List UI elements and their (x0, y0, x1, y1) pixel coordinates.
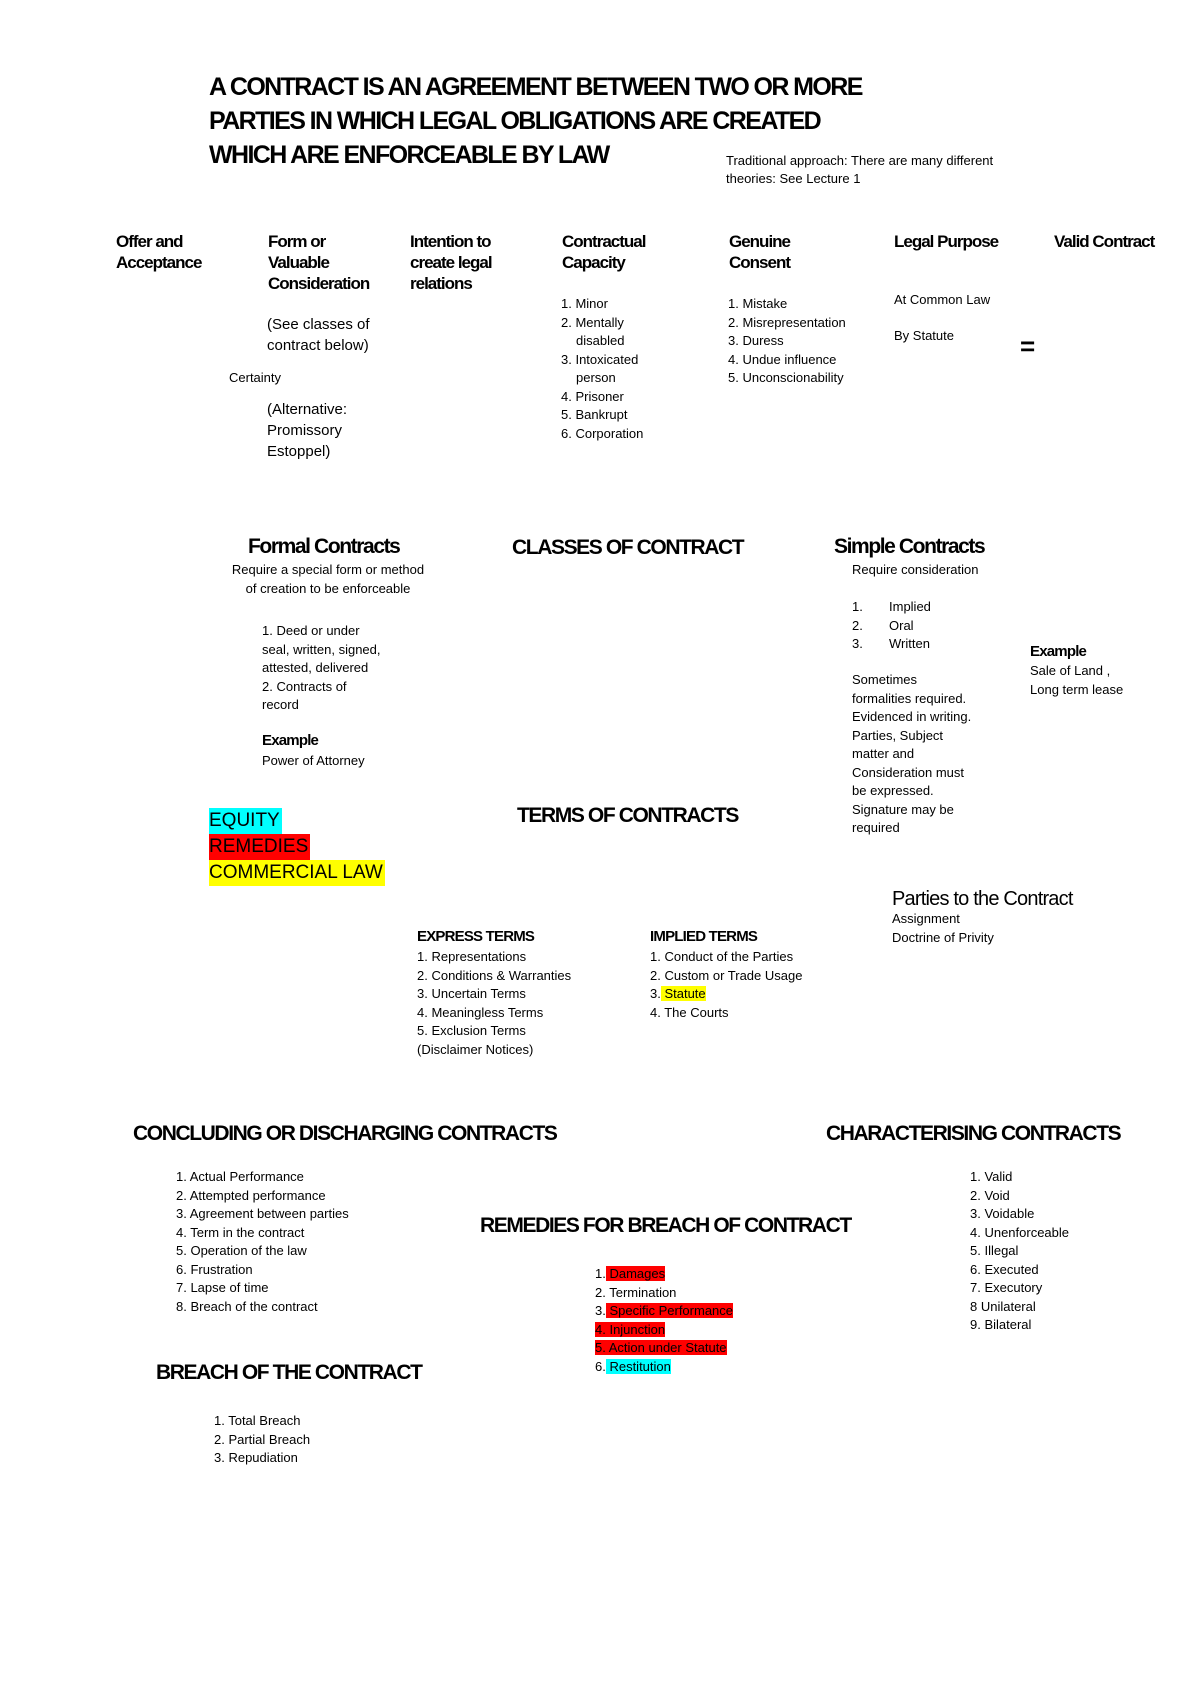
note-line: Parties, Subject (852, 727, 944, 743)
heading-line: create legal (410, 253, 492, 272)
list-item: 3. Specific Performance (595, 1303, 734, 1318)
note-line: theories: See Lecture 1 (726, 171, 861, 186)
characterising-contracts-list (970, 1168, 1069, 1335)
list-item: 3. Voidable (970, 1206, 1035, 1221)
list-item: 2. Mentally (561, 314, 624, 330)
list-item: 5. Bankrupt (561, 407, 628, 422)
consideration-note (267, 314, 370, 356)
heading-line: Form or (268, 232, 326, 251)
list-item: 1. Deed or under (262, 623, 360, 638)
note-line: contract below) (267, 337, 369, 354)
note-line: matter and (852, 746, 915, 761)
desc-line: of creation to be enforceable (245, 580, 411, 596)
list-item: 1. Mistake (728, 296, 788, 311)
list-item: 4. Undue influence (728, 351, 837, 367)
legend-commercial-law: COMMERCIAL LAW (209, 860, 385, 886)
list-item: 2. Attempted performance (176, 1187, 326, 1203)
capacity-list (561, 295, 643, 443)
note-line: required (852, 820, 900, 835)
heading-line: Genuine (729, 232, 791, 251)
desc-line: Require a special form or method (231, 562, 425, 577)
list-item: 9. Bilateral (970, 1317, 1032, 1332)
heading-line: Consideration (268, 274, 370, 293)
formal-example-label: Example (262, 732, 319, 749)
list-item: 2. Partial Breach (214, 1431, 311, 1447)
list-item: 2. Contracts of (262, 678, 347, 694)
characterising-contracts-title: CHARACTERISING CONTRACTS (826, 1122, 1121, 1145)
note-line: formalities required. (852, 690, 967, 706)
formal-contracts-title: Formal Contracts (248, 535, 400, 558)
list-item: 7. Lapse of time (176, 1280, 269, 1295)
express-terms-title: EXPRESS TERMS (417, 928, 535, 945)
remedies-list (595, 1265, 733, 1376)
list-item: 4. Term in the contract (176, 1224, 305, 1240)
list-item: 3. Statute (650, 986, 706, 1001)
note-line: Traditional approach: There are many different (726, 153, 994, 168)
heading-line: Acceptance (116, 253, 202, 272)
traditional-approach-note (726, 152, 993, 188)
terms-of-contracts-title: TERMS OF CONTRACTS (517, 804, 738, 827)
implied-terms-title: IMPLIED TERMS (650, 928, 758, 945)
legend-equity: EQUITY (209, 808, 282, 834)
classes-of-contract-title: CLASSES OF CONTRACT (512, 536, 744, 559)
statute-highlight: Statute (660, 986, 706, 1001)
consent-heading (729, 231, 790, 273)
list-item: 3. Intoxicated (561, 351, 639, 367)
express-terms-list (417, 948, 571, 1059)
heading-line: Intention to (410, 232, 491, 251)
list-item: 1. Implied (852, 599, 931, 614)
list-item: 1. Representations (417, 949, 527, 964)
heading-line: Valuable (268, 253, 329, 272)
note-line: Evidenced in writing. (852, 709, 972, 724)
list-item: 2. Conditions & Warranties (417, 967, 572, 983)
certainty-label: Certainty (229, 370, 282, 385)
list-item: 3. Written (852, 636, 930, 651)
list-item: 4. Meaningless Terms (417, 1004, 544, 1020)
example-line: Sale of Land , (1030, 663, 1111, 678)
note-line: be expressed. (852, 783, 934, 798)
color-legend (209, 808, 385, 886)
offer-acceptance-heading (116, 231, 201, 273)
consideration-heading (268, 231, 369, 294)
equals-sign: = (1020, 331, 1036, 361)
list-item: record (262, 697, 299, 712)
heading-line: Capacity (562, 253, 625, 272)
list-item: 6. Corporation (561, 425, 644, 441)
list-item: 1. Damages (595, 1266, 666, 1281)
list-item: 1. Total Breach (214, 1413, 301, 1428)
concluding-contracts-title: CONCLUDING OR DISCHARGING CONTRACTS (133, 1122, 557, 1145)
simple-contracts-desc: Require consideration (852, 562, 979, 577)
formal-contracts-list (262, 622, 381, 715)
list-item: 5. Operation of the law (176, 1243, 307, 1258)
breach-list (214, 1412, 310, 1468)
heading-line: Offer and (116, 232, 183, 251)
restitution-highlight: Restitution (605, 1358, 671, 1374)
specific-performance-highlight: Specific Performance (605, 1303, 734, 1318)
note-line: Signature may be (852, 801, 954, 817)
intention-heading (410, 231, 492, 294)
list-item: 3. Uncertain Terms (417, 986, 526, 1001)
breach-title: BREACH OF THE CONTRACT (156, 1361, 422, 1384)
list-item: 7. Executory (970, 1280, 1043, 1295)
list-item: 2. Termination (595, 1284, 677, 1300)
list-item: 6. Frustration (176, 1261, 253, 1277)
list-item: 8 Unilateral (970, 1298, 1036, 1314)
list-item: 5. Illegal (970, 1243, 1019, 1258)
note-line: Consideration must (852, 764, 964, 780)
list-item: disabled (576, 333, 625, 348)
simple-contracts-list (852, 598, 931, 654)
heading-line: Consent (729, 253, 790, 272)
list-item: 5. Exclusion Terms (417, 1023, 526, 1038)
valid-contract-heading: Valid Contract (1054, 232, 1155, 251)
list-item: 6. Executed (970, 1261, 1039, 1277)
list-item: Doctrine of Privity (892, 929, 994, 945)
main-title-line: PARTIES IN WHICH LEGAL OBLIGATIONS ARE CREATED (209, 107, 821, 135)
main-title-line: A CONTRACT IS AN AGREEMENT BETWEEN TWO OR MORE (209, 73, 862, 101)
list-item: 2. Misrepresentation (728, 314, 846, 330)
concluding-contracts-list (176, 1168, 349, 1316)
legal-purpose-heading: Legal Purpose (894, 232, 999, 251)
note-line: Sometimes (852, 672, 918, 687)
parties-title: Parties to the Contract (892, 888, 1073, 910)
note-line: (See classes of (267, 316, 370, 333)
example-line: Long term lease (1030, 681, 1124, 697)
list-item: 1. Minor (561, 296, 608, 311)
capacity-heading (562, 231, 645, 273)
heading-line: relations (410, 274, 472, 293)
list-item: 1. Conduct of the Parties (650, 949, 794, 964)
legal-purpose-common-law: At Common Law (894, 292, 991, 307)
list-item: Assignment (892, 911, 960, 926)
list-item: (Disclaimer Notices) (417, 1041, 534, 1057)
simple-contracts-notes (852, 671, 971, 838)
damages-highlight: Damages (605, 1266, 666, 1281)
list-item: seal, written, signed, (262, 641, 381, 657)
note-line: Promissory (267, 422, 343, 439)
note-line: (Alternative: (267, 401, 348, 418)
implied-terms-list (650, 948, 802, 1022)
remedies-title: REMEDIES FOR BREACH OF CONTRACT (480, 1214, 851, 1237)
list-item: 3. Agreement between parties (176, 1206, 349, 1221)
simple-contracts-title: Simple Contracts (834, 535, 985, 558)
list-item (595, 1321, 733, 1340)
simple-example (1030, 662, 1123, 699)
list-item (595, 1339, 733, 1358)
heading-line: Contractual (562, 232, 646, 251)
list-item: 1. Actual Performance (176, 1169, 304, 1184)
simple-example-label: Example (1030, 643, 1087, 660)
list-item: 2. Oral (852, 617, 914, 633)
list-item: 2. Void (970, 1187, 1010, 1203)
list-item: 8. Breach of the contract (176, 1298, 318, 1314)
injunction-highlight: 4. Injunction (595, 1321, 666, 1337)
parties-list (892, 910, 994, 947)
promissory-estoppel-note (267, 399, 347, 462)
list-item: 1. Valid (970, 1169, 1013, 1184)
list-item: attested, delivered (262, 660, 369, 675)
list-item: 6. Restitution (595, 1358, 671, 1374)
formal-example: Power of Attorney (262, 753, 365, 768)
list-item: 3. Repudiation (214, 1450, 298, 1465)
list-item: 2. Custom or Trade Usage (650, 967, 803, 983)
list-item: 4. Unenforceable (970, 1224, 1070, 1240)
list-item: 3. Duress (728, 333, 784, 348)
consent-list (728, 295, 846, 388)
list-item: 5. Unconscionability (728, 370, 844, 385)
list-item: 4. Prisoner (561, 388, 624, 404)
legend-remedies: REMEDIES (209, 834, 310, 860)
legal-purpose-statute: By Statute (894, 328, 954, 343)
formal-contracts-desc (229, 561, 427, 598)
note-line: Estoppel) (267, 443, 331, 460)
list-item: 4. The Courts (650, 1004, 729, 1020)
list-item: person (576, 370, 616, 385)
main-title-line: WHICH ARE ENFORCEABLE BY LAW (209, 141, 609, 169)
action-under-statute-highlight: 5. Action under Statute (595, 1340, 727, 1355)
